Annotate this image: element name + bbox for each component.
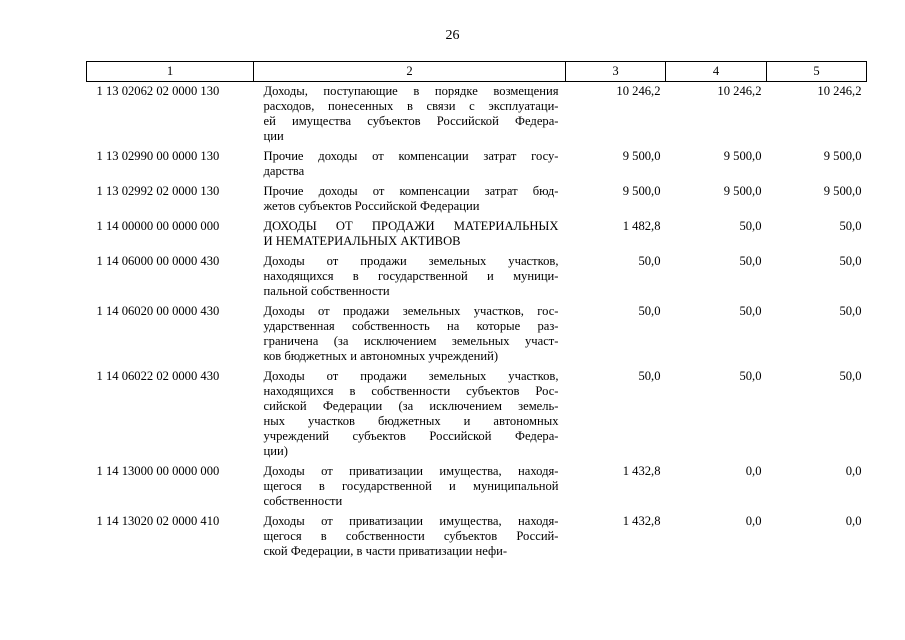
revenue-name-line: ков бюджетных и автономных учреждений) [263,349,499,363]
amount-col-4: 0,0 [745,514,762,528]
table-row [87,145,867,180]
amount-col-5: 50,0 [839,219,862,233]
amount-col-5: 0,0 [845,514,862,528]
revenue-code: 1 14 06020 00 0000 430 [96,304,220,318]
amount-col-3: 50,0 [638,369,661,383]
table-header [87,62,867,82]
revenue-name-line: Доходы, поступающие в порядке возмещения [263,84,559,98]
revenue-name-line: ных участков бюджетных и автономных [263,414,559,428]
table-row [87,82,867,146]
amount-col-4: 50,0 [739,369,762,383]
revenue-name-line: ударственная собственность на которые раз- [263,319,559,333]
amount-col-4: 10 246,2 [717,84,762,98]
revenue-name-line: Прочие доходы от компенсации затрат бюд- [263,184,559,198]
table-row [87,510,867,560]
amount-col-4: 9 500,0 [723,184,762,198]
revenue-code: 1 13 02062 02 0000 130 [96,84,220,98]
amount-col-3: 9 500,0 [622,149,661,163]
revenue-code: 1 14 13000 00 0000 000 [96,464,220,478]
header-row [87,62,867,82]
revenue-name [254,82,566,146]
page-number: 26 [445,28,460,43]
revenue-name-line: граничена (за исключением земельных участ- [263,334,559,348]
amount-col-5: 50,0 [839,304,862,318]
revenue-name-line: ской Федерации, в части приватизации нефи- [263,544,508,558]
revenue-name-line: жетов субъектов Российской Федерации [263,199,480,213]
revenue-name-line: Доходы от продажи земельных участков, гос- [263,304,559,318]
header-col-2: 2 [254,62,566,82]
revenue-name [254,460,566,510]
table-body [87,82,867,561]
revenue-name-line: находящихся в собственности субъектов Рос- [263,384,559,398]
revenue-name-line: Доходы от продажи земельных участков, [263,254,559,268]
table-row [87,250,867,300]
revenue-name [254,365,566,460]
amount-col-4: 0,0 [745,464,762,478]
revenue-name [254,180,566,215]
amount-col-4: 9 500,0 [723,149,762,163]
revenue-code: 1 14 06000 00 0000 430 [96,254,220,268]
header-col-1: 1 [87,62,254,82]
revenue-name-line: пальной собственности [263,284,390,298]
revenue-name-line: сийской Федерации (за исключением земель- [263,399,559,413]
revenue-name-line: ей имущества субъектов Российской Федера- [263,114,559,128]
table-row [87,215,867,250]
amount-col-5: 9 500,0 [823,149,862,163]
revenue-name-line: находящихся в государственной и муници- [263,269,559,283]
amount-col-3: 50,0 [638,254,661,268]
revenue-name [254,250,566,300]
amount-col-5: 50,0 [839,254,862,268]
amount-col-4: 50,0 [739,219,762,233]
revenue-code: 1 14 06022 02 0000 430 [96,369,220,383]
revenue-code: 1 14 13020 02 0000 410 [96,514,220,528]
amount-col-5: 10 246,2 [817,84,862,98]
revenue-name-line: ДОХОДЫ ОТ ПРОДАЖИ МАТЕРИАЛЬНЫХ [263,219,559,233]
amount-col-3: 10 246,2 [616,84,661,98]
revenue-name [254,510,566,560]
revenue-name-line: Доходы от приватизации имущества, находя- [263,464,559,478]
revenue-name [254,215,566,250]
revenue-name-line: ции) [263,444,288,458]
revenue-code: 1 13 02992 02 0000 130 [96,184,220,198]
header-col-3: 3 [566,62,666,82]
amount-col-4: 50,0 [739,304,762,318]
revenue-name-line: щегося в собственности субъектов Россий- [263,529,559,543]
table-row [87,300,867,365]
amount-col-3: 9 500,0 [622,184,661,198]
revenue-name-line: ции [263,129,284,143]
header-col-4: 4 [666,62,767,82]
table-row [87,365,867,460]
revenue-code: 1 13 02990 00 0000 130 [96,149,220,163]
revenue-name-line: дарства [263,164,305,178]
amount-col-3: 1 482,8 [622,219,661,233]
amount-col-3: 1 432,8 [622,464,661,478]
revenue-name-line: И НЕМАТЕРИАЛЬНЫХ АКТИВОВ [263,234,461,248]
revenue-table [86,61,867,560]
amount-col-5: 50,0 [839,369,862,383]
revenue-name-line: Доходы от продажи земельных участков, [263,369,559,383]
revenue-name-line: расходов, понесенных в связи с эксплуатаци- [263,99,559,113]
header-col-5: 5 [767,62,867,82]
table-row [87,460,867,510]
revenue-name-line: собственности [263,494,343,508]
amount-col-3: 1 432,8 [622,514,661,528]
revenue-name-line: Прочие доходы от компенсации затрат госу- [263,149,559,163]
amount-col-5: 0,0 [845,464,862,478]
revenue-name-line: учреждений субъектов Российской Федера- [263,429,559,443]
table-row [87,180,867,215]
revenue-name [254,145,566,180]
revenue-name-line: Доходы от приватизации имущества, находя- [263,514,559,528]
revenue-name-line: щегося в государственной и муниципальной [263,479,559,493]
amount-col-4: 50,0 [739,254,762,268]
amount-col-3: 50,0 [638,304,661,318]
revenue-code: 1 14 00000 00 0000 000 [96,219,220,233]
amount-col-5: 9 500,0 [823,184,862,198]
revenue-name [254,300,566,365]
